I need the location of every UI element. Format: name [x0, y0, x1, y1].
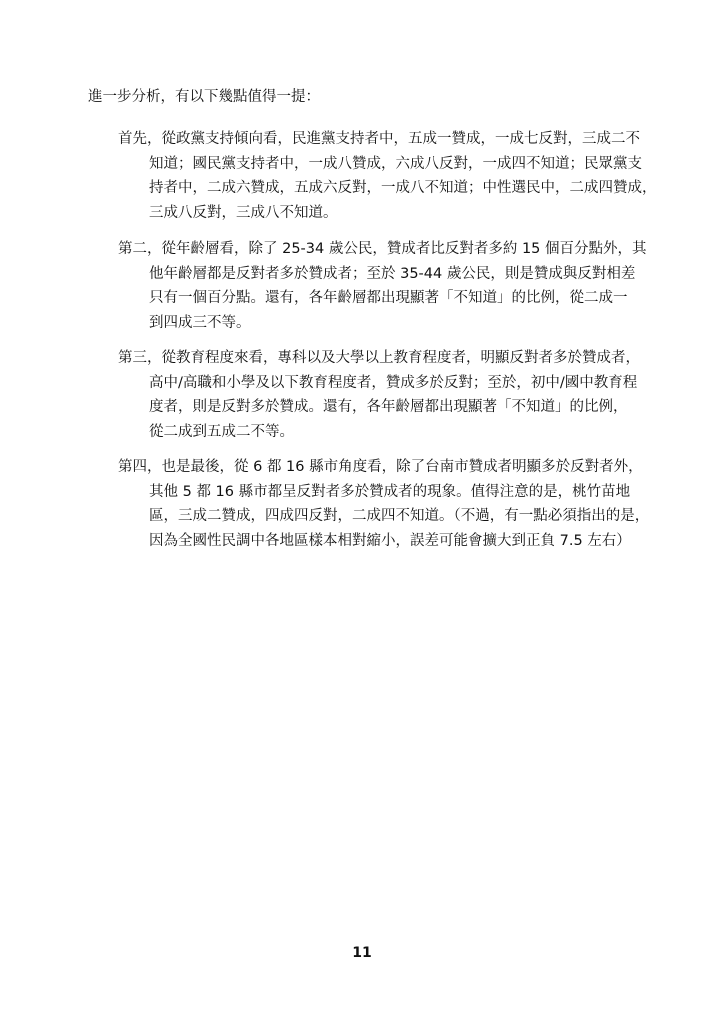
- paragraph-line: 高中/高職和小學及以下教育程度者，贊成多於反對；至於，初中/國中教育程: [149, 374, 638, 391]
- paragraph-region: [118, 455, 648, 553]
- paragraph-line: 度者，則是反對多於贊成。還有，各年齡層都出現顯著「不知道」的比例，: [149, 399, 628, 415]
- paragraph-line: 三成八反對，三成八不知道。: [149, 204, 338, 221]
- paragraph-line: 只有一個百分點。還有，各年齡層都出現顯著「不知道」的比例，從二成一: [149, 290, 628, 306]
- paragraph-line: 知道；國民黨支持者中，一成八贊成，六成八反對，一成四不知道；民眾黨支: [149, 155, 642, 172]
- paragraph-age-group: [118, 237, 648, 335]
- paragraph-line: 第四，也是最後，從 6 都 16 縣市角度看，除了台南市贊成者明顯多於反對者外，: [118, 459, 643, 475]
- paragraph-line: 從二成到五成二不等。: [149, 423, 294, 440]
- paragraph-line: 持者中，二成六贊成，五成六反對，一成八不知道；中性選民中，二成四贊成，: [149, 180, 657, 196]
- paragraph-line: 第三，從教育程度來看，專科以及大學以上教育程度者，明顯反對者多於贊成者，: [118, 350, 640, 366]
- page-number: 11: [352, 945, 372, 961]
- paragraph-line: 首先，從政黨支持傾向看，民進黨支持者中，五成一贊成，一成七反對，三成二不: [118, 131, 640, 147]
- paragraph-line: 其他 5 都 16 縣市都呈反對者多於贊成者的現象。值得注意的是，桃竹苗地: [149, 483, 631, 500]
- paragraph-line: 因為全國性民調中各地區樣本相對縮小，誤差可能會擴大到正負 7.5 左右）: [149, 532, 631, 549]
- paragraph-line: 區，三成二贊成，四成四反對，二成四不知道。（不過，有一點必須指出的是，: [149, 508, 650, 524]
- paragraph-line: 他年齡層都是反對者多於贊成者；至於 35-44 歲公民，則是贊成與反對相差: [149, 265, 636, 282]
- paragraph-line: 到四成三不等。: [149, 314, 251, 331]
- paragraph-education: [118, 346, 648, 444]
- paragraph-party-affiliation: [118, 127, 657, 225]
- paragraph-line: 第二，從年齡層看，除了 25-34 歲公民，贊成者比反對者多約 15 個百分點外，其: [118, 241, 647, 257]
- intro-text: 進一步分析，有以下幾點值得一提：: [88, 89, 320, 105]
